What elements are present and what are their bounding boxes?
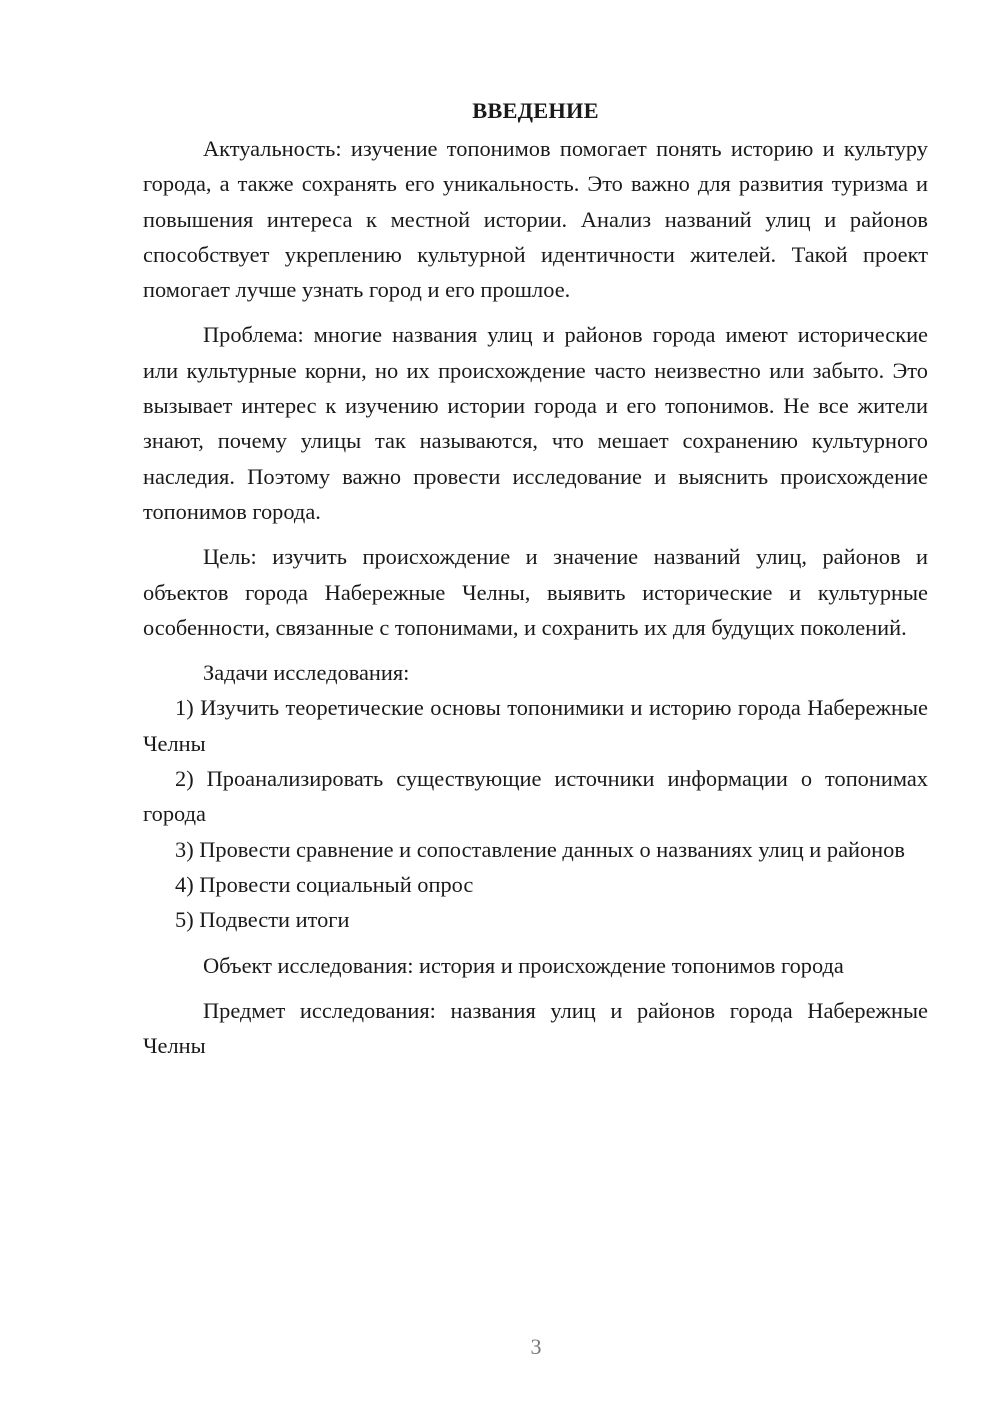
paragraph-relevance: Актуальность: изучение топонимов помогает понять историю и культуру города, а также сохранять его уникальность. Это важно для развития туризма и повышения интереса к местной истории. Анализ названий улиц и районов способствует укреплению культурной идентичности жителей. Такой проект помогает лучше узнать город и его прошлое. [143, 136, 928, 303]
task-item: 5) Подвести итоги [175, 907, 350, 933]
research-subject: Предмет исследования: названия улиц и районов города Набережные Челны [143, 997, 928, 1059]
paragraph-goal: Цель: изучить происхождение и значение названий улиц, районов и объектов города Набережные Челны, выявить исторические и культурные особенности, связанные с топонимами, и сохранить их для будущих поколений. [143, 544, 928, 640]
paragraph-problem: Проблема: многие названия улиц и районов города имеют исторические или культурные корни, но их происхождение часто неизвестно или забыто. Это вызывает интерес к изучению истории города и его топонимов. Не все жители знают, почему улицы так называются, что мешает сохранению культурного наследия. Поэтому важно провести исследование и выяснить происхождение топонимов города. [143, 322, 928, 524]
task-item: 1) Изучить теоретические основы топонимики и историю города Набережные Челны [143, 695, 928, 756]
task-item: 2) Проанализировать существующие источники информации о топонимах города [143, 766, 928, 827]
page-number: 3 [530, 1334, 542, 1359]
research-object: Объект исследования: история и происхождение топонимов города [203, 952, 844, 978]
task-item: 4) Провести социальный опрос [175, 871, 474, 897]
section-title: ВВЕДЕНИЕ [472, 98, 599, 123]
document-page [143, 96, 928, 1063]
task-item: 3) Провести сравнение и сопоставление данных о названиях улиц и районов [175, 836, 905, 862]
tasks-heading: Задачи исследования: [203, 660, 410, 686]
